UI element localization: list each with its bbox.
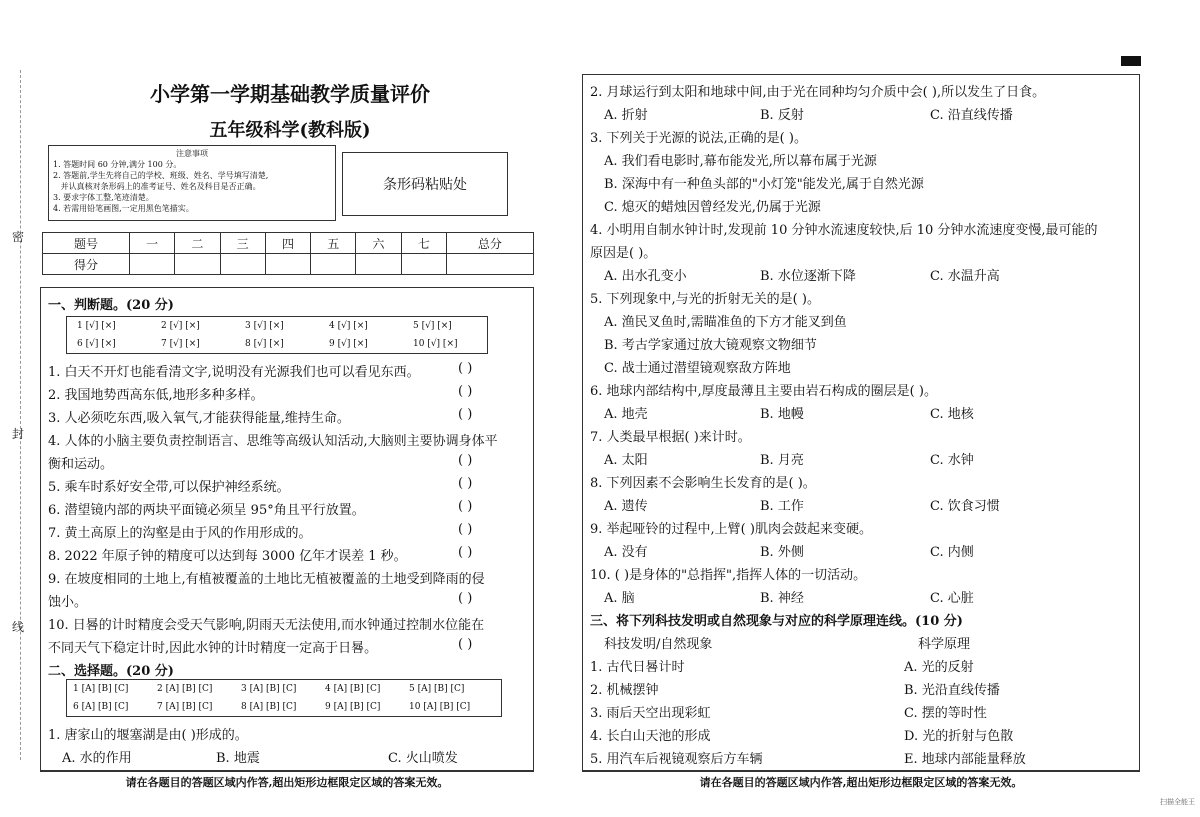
score-header-cell: 六	[356, 233, 401, 254]
choice-answer-option[interactable]: 8 [A] [B] [C]	[241, 702, 297, 712]
choice-answer-option[interactable]: 7 [A] [B] [C]	[157, 702, 213, 712]
matching-right-item[interactable]: A. 光的反射	[904, 660, 974, 675]
choice-option[interactable]: B. 考古学家通过放大镜观察文物细节	[604, 338, 817, 353]
choice-option[interactable]: C. 沿直线传播	[930, 108, 1013, 123]
judge-question-10-cont: 不同天气下稳定计时,因此水钟的计时精度一定高于日晷。	[48, 641, 378, 656]
choice-option[interactable]: C. 心脏	[930, 591, 974, 606]
side-mark-2: 封	[12, 427, 25, 441]
matching-right-item[interactable]: B. 光沿直线传播	[904, 683, 1000, 698]
answer-paren[interactable]: ( )	[458, 637, 473, 652]
side-mark-1: 密	[12, 230, 25, 244]
score-cell[interactable]	[175, 254, 220, 275]
score-header-cell: 七	[401, 233, 446, 254]
score-header-cell: 四	[265, 233, 310, 254]
matching-left-item[interactable]: 4. 长白山天池的形成	[590, 729, 711, 744]
choice-answer-option[interactable]: 1 [A] [B] [C]	[73, 684, 129, 694]
notice-item: 4. 若需用铅笔画图,一定用黑色笔描实。	[53, 204, 194, 213]
judge-answer-option[interactable]: 10 [√] [×]	[413, 339, 458, 349]
choice-question-4: 4. 小明用自制水钟计时,发现前 10 分钟水流速度较快,后 10 分钟水流速度变慢,最可能的	[590, 223, 1098, 238]
choice-option[interactable]: C. 内侧	[930, 545, 974, 560]
matching-right-item[interactable]: C. 摆的等时性	[904, 706, 987, 721]
barcode-area: 条形码粘贴处	[342, 152, 508, 216]
registration-mark	[1121, 56, 1141, 66]
judge-answer-option[interactable]: 8 [√] [×]	[245, 339, 284, 349]
judge-answer-box	[66, 316, 488, 354]
score-cell[interactable]	[401, 254, 446, 275]
judge-answer-option[interactable]: 6 [√] [×]	[77, 339, 116, 349]
choice-option[interactable]: A. 遗传	[604, 499, 648, 514]
choice-option[interactable]: B. 深海中有一种鱼头部的"小灯笼"能发光,属于自然光源	[604, 177, 924, 192]
judge-answer-option[interactable]: 7 [√] [×]	[161, 339, 200, 349]
judge-answer-option[interactable]: 4 [√] [×]	[329, 321, 368, 331]
score-header-cell: 一	[130, 233, 175, 254]
section1-title: 一、判断题。(20 分)	[48, 298, 174, 313]
right-footer-note: 请在各题目的答题区域内作答,超出矩形边框限定区域的答案无效。	[582, 771, 1140, 790]
choice-option[interactable]: B. 外侧	[760, 545, 804, 560]
scanner-watermark: 扫描全能王	[1160, 798, 1195, 806]
score-cell[interactable]	[130, 254, 175, 275]
judge-question-4: 4. 人体的小脑主要负责控制语言、思维等高级认知活动,大脑则主要协调身体平	[48, 434, 498, 449]
matching-right-header: 科学原理	[918, 637, 971, 652]
answer-paren[interactable]: ( )	[458, 476, 473, 491]
answer-paren[interactable]: ( )	[458, 407, 473, 422]
notice-item: 并认真核对条形码上的准考证号、姓名及科目是否正确。	[53, 182, 261, 191]
judge-question-4-cont: 衡和运动。	[48, 457, 114, 472]
score-cell[interactable]	[265, 254, 310, 275]
choice-option[interactable]: C. 水温升高	[930, 269, 1000, 284]
choice-question-7: 7. 人类最早根据( )来计时。	[590, 430, 751, 445]
choice-option[interactable]: C. 战士通过潜望镜观察敌方阵地	[604, 361, 791, 376]
choice-answer-box	[66, 679, 502, 717]
answer-paren[interactable]: ( )	[458, 361, 473, 376]
choice-option[interactable]: B. 反射	[760, 108, 804, 123]
choice-option[interactable]: B. 工作	[760, 499, 804, 514]
matching-left-item[interactable]: 3. 雨后天空出现彩虹	[590, 706, 711, 721]
choice-option[interactable]: C. 熄灭的蜡烛因曾经发光,仍属于光源	[604, 200, 821, 215]
judge-question-7: 7. 黄土高原上的沟壑是由于风的作用形成的。	[48, 526, 312, 541]
choice-option[interactable]: A. 太阳	[604, 453, 648, 468]
matching-right-item[interactable]: E. 地球内部能量释放	[904, 752, 1026, 767]
choice-option[interactable]: C. 饮食习惯	[930, 499, 1000, 514]
section3-title: 三、将下列科技发明或自然现象与对应的科学原理连线。(10 分)	[590, 614, 963, 629]
choice-option[interactable]: B. 地幔	[760, 407, 804, 422]
matching-left-header: 科技发明/自然现象	[604, 637, 713, 652]
notice-item: 3. 要求字体工整,笔迹清楚。	[53, 193, 154, 202]
choice-option[interactable]: A. 脑	[604, 591, 635, 606]
judge-question-10: 10. 日晷的计时精度会受天气影响,阴雨天无法使用,而水钟通过控制水位能在	[48, 618, 485, 633]
judge-question-2: 2. 我国地势西高东低,地形多种多样。	[48, 388, 264, 403]
choice-answer-option[interactable]: 4 [A] [B] [C]	[325, 684, 381, 694]
judge-question-9-cont: 蚀小。	[48, 595, 88, 610]
score-cell[interactable]	[220, 254, 265, 275]
answer-paren[interactable]: ( )	[458, 384, 473, 399]
choice-option[interactable]: C. 火山喷发	[388, 751, 458, 766]
matching-right-item[interactable]: D. 光的折射与色散	[904, 729, 1014, 744]
left-footer-note: 请在各题目的答题区域内作答,超出矩形边框限定区域的答案无效。	[40, 771, 534, 790]
notice-heading: 注意事项	[176, 149, 208, 158]
choice-question-9: 9. 举起哑铃的过程中,上臂( )肌肉会鼓起来变硬。	[590, 522, 872, 537]
choice-question-10: 10. ( )是身体的"总指挥",指挥人体的一切活动。	[590, 568, 867, 583]
judge-answer-option[interactable]: 1 [√] [×]	[77, 321, 116, 331]
choice-question-3: 3. 下列关于光源的说法,正确的是( )。	[590, 131, 807, 146]
judge-answer-option[interactable]: 9 [√] [×]	[329, 339, 368, 349]
choice-question-6: 6. 地球内部结构中,厚度最薄且主要由岩石构成的圈层是( )。	[590, 384, 937, 399]
score-header-cell: 三	[220, 233, 265, 254]
answer-paren[interactable]: ( )	[458, 499, 473, 514]
choice-option[interactable]: B. 水位逐渐下降	[760, 269, 856, 284]
binding-line	[20, 70, 21, 760]
choice-question-1: 1. 唐家山的堰塞湖是由( )形成的。	[48, 728, 248, 743]
choice-question-5: 5. 下列现象中,与光的折射无关的是( )。	[590, 292, 820, 307]
choice-answer-option[interactable]: 2 [A] [B] [C]	[157, 684, 213, 694]
choice-option[interactable]: A. 水的作用	[62, 751, 132, 766]
choice-option[interactable]: B. 月亮	[760, 453, 804, 468]
judge-question-6: 6. 潜望镜内部的两块平面镜必须呈 95°角且平行放置。	[48, 503, 365, 518]
answer-paren[interactable]: ( )	[458, 453, 473, 468]
score-cell[interactable]	[311, 254, 356, 275]
judge-question-3: 3. 人必须吃东西,吸入氧气,才能获得能量,维持生命。	[48, 411, 350, 426]
answer-paren[interactable]: ( )	[458, 591, 473, 606]
choice-option[interactable]: A. 没有	[604, 545, 648, 560]
choice-question-4-cont: 原因是( )。	[590, 246, 657, 261]
choice-option[interactable]: A. 我们看电影时,幕布能发光,所以幕布属于光源	[604, 154, 877, 169]
choice-question-8: 8. 下列因素不会影响生长发育的是( )。	[590, 476, 816, 491]
score-header-cell: 总分	[446, 233, 533, 254]
choice-option[interactable]: C. 水钟	[930, 453, 974, 468]
answer-paren[interactable]: ( )	[458, 545, 473, 560]
judge-question-5: 5. 乘车时系好安全带,可以保护神经系统。	[48, 480, 290, 495]
judge-answer-option[interactable]: 5 [√] [×]	[413, 321, 452, 331]
choice-answer-option[interactable]: 6 [A] [B] [C]	[73, 702, 129, 712]
score-table	[42, 232, 534, 275]
notice-item: 1. 答题时间 60 分钟,满分 100 分。	[53, 160, 182, 169]
section2-title: 二、选择题。(20 分)	[48, 664, 174, 679]
choice-answer-option[interactable]: 10 [A] [B] [C]	[409, 702, 471, 712]
page-title: 小学第一学期基础教学质量评价	[150, 82, 430, 106]
score-header-cell: 题号	[43, 233, 130, 254]
choice-option[interactable]: B. 神经	[760, 591, 804, 606]
matching-left-item[interactable]: 5. 用汽车后视镜观察后方车辆	[590, 752, 763, 767]
score-cell[interactable]	[446, 254, 533, 275]
choice-option[interactable]: A. 渔民叉鱼时,需瞄准鱼的下方才能叉到鱼	[604, 315, 847, 330]
choice-answer-option[interactable]: 3 [A] [B] [C]	[241, 684, 297, 694]
choice-answer-option[interactable]: 5 [A] [B] [C]	[409, 684, 465, 694]
score-cell[interactable]	[356, 254, 401, 275]
answer-paren[interactable]: ( )	[458, 522, 473, 537]
choice-option[interactable]: A. 地壳	[604, 407, 648, 422]
judge-answer-option[interactable]: 2 [√] [×]	[161, 321, 200, 331]
notice-item: 2. 答题前,学生先将自己的学校、班级、姓名、学号填写清楚,	[53, 171, 269, 180]
side-mark-3: 线	[12, 620, 25, 634]
choice-question-2: 2. 月球运行到太阳和地球中间,由于光在同种均匀介质中会( ),所以发生了日食。	[590, 85, 1046, 100]
choice-option[interactable]: A. 折射	[604, 108, 648, 123]
choice-option[interactable]: B. 地震	[216, 751, 260, 766]
choice-answer-option[interactable]: 9 [A] [B] [C]	[325, 702, 381, 712]
matching-left-item[interactable]: 1. 古代日晷计时	[590, 660, 685, 675]
choice-option[interactable]: C. 地核	[930, 407, 974, 422]
score-header-cell: 五	[311, 233, 356, 254]
score-label-cell: 得分	[43, 254, 130, 275]
judge-question-9: 9. 在坡度相同的土地上,有植被覆盖的土地比无植被覆盖的土地受到降雨的侵	[48, 572, 485, 587]
judge-question-1: 1. 白天不开灯也能看清文字,说明没有光源我们也可以看见东西。	[48, 365, 420, 380]
notice-box	[48, 145, 336, 221]
page-subtitle: 五年级科学(教科版)	[209, 120, 371, 141]
choice-option[interactable]: A. 出水孔变小	[604, 269, 687, 284]
judge-answer-option[interactable]: 3 [√] [×]	[245, 321, 284, 331]
matching-left-item[interactable]: 2. 机械摆钟	[590, 683, 659, 698]
judge-question-8: 8. 2022 年原子钟的精度可以达到每 3000 亿年才误差 1 秒。	[48, 549, 407, 564]
score-header-cell: 二	[175, 233, 220, 254]
